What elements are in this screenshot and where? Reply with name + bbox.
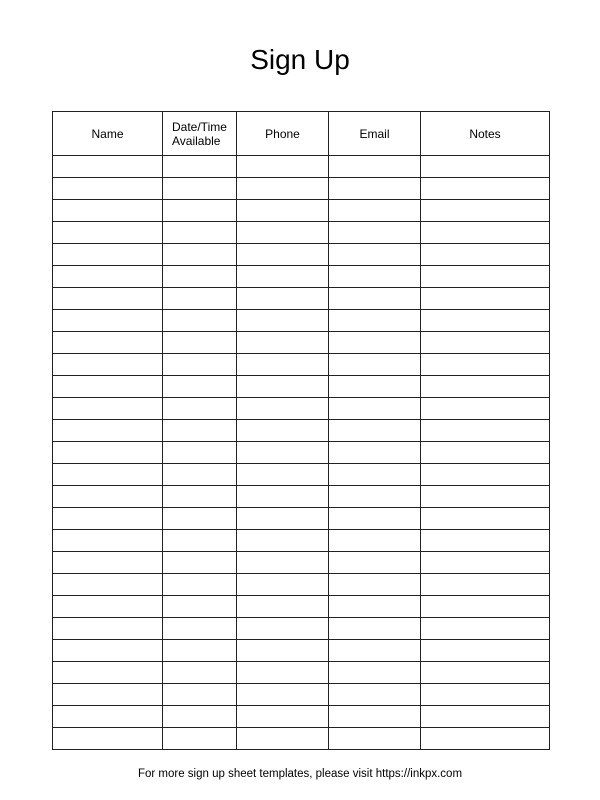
table-cell[interactable]	[53, 244, 163, 266]
table-cell[interactable]	[163, 662, 237, 684]
table-cell[interactable]	[329, 310, 421, 332]
header-notes: Notes	[421, 112, 550, 156]
table-body	[53, 156, 550, 750]
header-row	[53, 112, 550, 156]
table-cell[interactable]	[53, 640, 163, 662]
table-cell[interactable]	[421, 552, 550, 574]
table-cell[interactable]	[329, 178, 421, 200]
table-row	[53, 530, 550, 552]
table-cell[interactable]	[237, 266, 329, 288]
footer-note: For more sign up sheet templates, please visit https://inkpx.com	[137, 768, 463, 780]
table-cell[interactable]	[53, 728, 163, 750]
table-cell[interactable]	[421, 530, 550, 552]
table-cell[interactable]	[421, 728, 550, 750]
table-cell[interactable]	[237, 530, 329, 552]
table-cell[interactable]	[53, 662, 163, 684]
table-row	[53, 596, 550, 618]
table-cell[interactable]	[329, 508, 421, 530]
table-cell[interactable]	[237, 332, 329, 354]
table-cell[interactable]	[53, 574, 163, 596]
table-cell[interactable]	[163, 618, 237, 640]
table-cell[interactable]	[237, 486, 329, 508]
table-cell[interactable]	[421, 354, 550, 376]
table-cell[interactable]	[329, 464, 421, 486]
table-cell[interactable]	[421, 420, 550, 442]
page-title: Sign Up	[250, 44, 350, 75]
table-row	[53, 332, 550, 354]
table-cell[interactable]	[53, 552, 163, 574]
table-cell[interactable]	[163, 574, 237, 596]
table-cell[interactable]	[421, 464, 550, 486]
table-cell[interactable]	[163, 376, 237, 398]
table-cell[interactable]	[163, 706, 237, 728]
table-cell[interactable]	[237, 156, 329, 178]
table-cell[interactable]	[329, 486, 421, 508]
table-row	[53, 552, 550, 574]
table-cell[interactable]	[53, 156, 163, 178]
table-row	[53, 354, 550, 376]
table-cell[interactable]	[163, 728, 237, 750]
table-row	[53, 420, 550, 442]
table-cell[interactable]	[237, 508, 329, 530]
table-cell[interactable]	[421, 266, 550, 288]
table-cell[interactable]	[163, 596, 237, 618]
table-cell[interactable]	[237, 354, 329, 376]
table-cell[interactable]	[421, 376, 550, 398]
table-cell[interactable]	[163, 354, 237, 376]
table-cell[interactable]	[237, 310, 329, 332]
table-cell[interactable]	[53, 376, 163, 398]
table-cell[interactable]	[53, 464, 163, 486]
header-name: Name	[53, 112, 163, 156]
table-cell[interactable]	[237, 442, 329, 464]
table-cell[interactable]	[421, 442, 550, 464]
table-row	[53, 244, 550, 266]
table-cell[interactable]	[329, 266, 421, 288]
table-cell[interactable]	[53, 596, 163, 618]
table-cell[interactable]	[329, 354, 421, 376]
table-row	[53, 288, 550, 310]
table-cell[interactable]	[53, 288, 163, 310]
table-cell[interactable]	[53, 530, 163, 552]
table-cell[interactable]	[329, 640, 421, 662]
table-cell[interactable]	[53, 398, 163, 420]
table-cell[interactable]	[421, 244, 550, 266]
table-cell[interactable]	[421, 288, 550, 310]
table-cell[interactable]	[163, 178, 237, 200]
table-cell[interactable]	[329, 684, 421, 706]
table-cell[interactable]	[421, 706, 550, 728]
table-row	[53, 310, 550, 332]
table-cell[interactable]	[329, 618, 421, 640]
table-cell[interactable]	[421, 662, 550, 684]
table-row	[53, 442, 550, 464]
table-cell[interactable]	[237, 398, 329, 420]
table-row	[53, 178, 550, 200]
table-cell[interactable]	[53, 178, 163, 200]
table-cell[interactable]	[421, 596, 550, 618]
table-cell[interactable]	[421, 486, 550, 508]
table-cell[interactable]	[53, 354, 163, 376]
table-cell[interactable]	[53, 420, 163, 442]
table-cell[interactable]	[237, 376, 329, 398]
table-row	[53, 156, 550, 178]
table-cell[interactable]	[421, 332, 550, 354]
table-row	[53, 398, 550, 420]
table-cell[interactable]	[53, 508, 163, 530]
table-cell[interactable]	[329, 420, 421, 442]
table-cell[interactable]	[163, 684, 237, 706]
table-cell[interactable]	[237, 200, 329, 222]
table-cell[interactable]	[237, 728, 329, 750]
table-cell[interactable]	[421, 178, 550, 200]
table-cell[interactable]	[163, 156, 237, 178]
table-cell[interactable]	[329, 530, 421, 552]
table-cell[interactable]	[421, 574, 550, 596]
sign-up-table	[52, 111, 550, 750]
table-cell[interactable]	[53, 332, 163, 354]
table-cell[interactable]	[329, 706, 421, 728]
table-cell[interactable]	[421, 640, 550, 662]
table-cell[interactable]	[163, 508, 237, 530]
table-cell[interactable]	[163, 222, 237, 244]
table-cell[interactable]	[163, 310, 237, 332]
table-cell[interactable]	[163, 288, 237, 310]
table-cell[interactable]	[163, 464, 237, 486]
table-cell[interactable]	[421, 310, 550, 332]
table-cell[interactable]	[53, 706, 163, 728]
table-row	[53, 684, 550, 706]
table-cell[interactable]	[237, 288, 329, 310]
table-cell[interactable]	[163, 420, 237, 442]
table-cell[interactable]	[421, 508, 550, 530]
table-row	[53, 574, 550, 596]
table-cell[interactable]	[329, 156, 421, 178]
table-cell[interactable]	[329, 574, 421, 596]
table-cell[interactable]	[163, 552, 237, 574]
table-row	[53, 486, 550, 508]
table-cell[interactable]	[329, 596, 421, 618]
header-phone: Phone	[237, 112, 329, 156]
table-cell[interactable]	[421, 398, 550, 420]
table-cell[interactable]	[329, 332, 421, 354]
table-cell[interactable]	[329, 222, 421, 244]
table-cell[interactable]	[163, 244, 237, 266]
table-cell[interactable]	[237, 420, 329, 442]
table-cell[interactable]	[329, 376, 421, 398]
table-cell[interactable]	[237, 662, 329, 684]
table-row	[53, 508, 550, 530]
table-row	[53, 706, 550, 728]
table-cell[interactable]	[237, 574, 329, 596]
table-cell[interactable]	[329, 244, 421, 266]
table-cell[interactable]	[237, 596, 329, 618]
table-cell[interactable]	[329, 442, 421, 464]
header-date-time: Date/Time Available	[163, 112, 237, 156]
table-cell[interactable]	[53, 684, 163, 706]
table-cell[interactable]	[53, 442, 163, 464]
table-cell[interactable]	[53, 310, 163, 332]
table-cell[interactable]	[163, 332, 237, 354]
table-cell[interactable]	[237, 244, 329, 266]
table-row	[53, 222, 550, 244]
table-cell[interactable]	[237, 706, 329, 728]
table-cell[interactable]	[53, 200, 163, 222]
table-cell[interactable]	[329, 552, 421, 574]
table-cell[interactable]	[53, 266, 163, 288]
table-row	[53, 640, 550, 662]
table-cell[interactable]	[237, 222, 329, 244]
table-row	[53, 376, 550, 398]
table-row	[53, 728, 550, 750]
table-cell[interactable]	[237, 552, 329, 574]
table-cell[interactable]	[421, 156, 550, 178]
table-cell[interactable]	[329, 200, 421, 222]
table-cell[interactable]	[163, 486, 237, 508]
table-cell[interactable]	[329, 728, 421, 750]
table-cell[interactable]	[421, 684, 550, 706]
table-row	[53, 464, 550, 486]
table-cell[interactable]	[421, 618, 550, 640]
table-cell[interactable]	[163, 530, 237, 552]
table-cell[interactable]	[163, 200, 237, 222]
table-cell[interactable]	[237, 640, 329, 662]
table-cell[interactable]	[329, 662, 421, 684]
table-cell[interactable]	[237, 684, 329, 706]
table-cell[interactable]	[163, 266, 237, 288]
table-cell[interactable]	[421, 200, 550, 222]
table-cell[interactable]	[53, 618, 163, 640]
table-row	[53, 618, 550, 640]
table-row	[53, 200, 550, 222]
table-cell[interactable]	[163, 442, 237, 464]
table-cell[interactable]	[329, 288, 421, 310]
table-cell[interactable]	[237, 618, 329, 640]
header-email: Email	[329, 112, 421, 156]
table-cell[interactable]	[53, 486, 163, 508]
table-cell[interactable]	[237, 464, 329, 486]
table-row	[53, 662, 550, 684]
table-cell[interactable]	[163, 640, 237, 662]
table-cell[interactable]	[421, 222, 550, 244]
table-cell[interactable]	[237, 178, 329, 200]
table-cell[interactable]	[329, 398, 421, 420]
table-cell[interactable]	[163, 398, 237, 420]
table-row	[53, 266, 550, 288]
table-cell[interactable]	[53, 222, 163, 244]
